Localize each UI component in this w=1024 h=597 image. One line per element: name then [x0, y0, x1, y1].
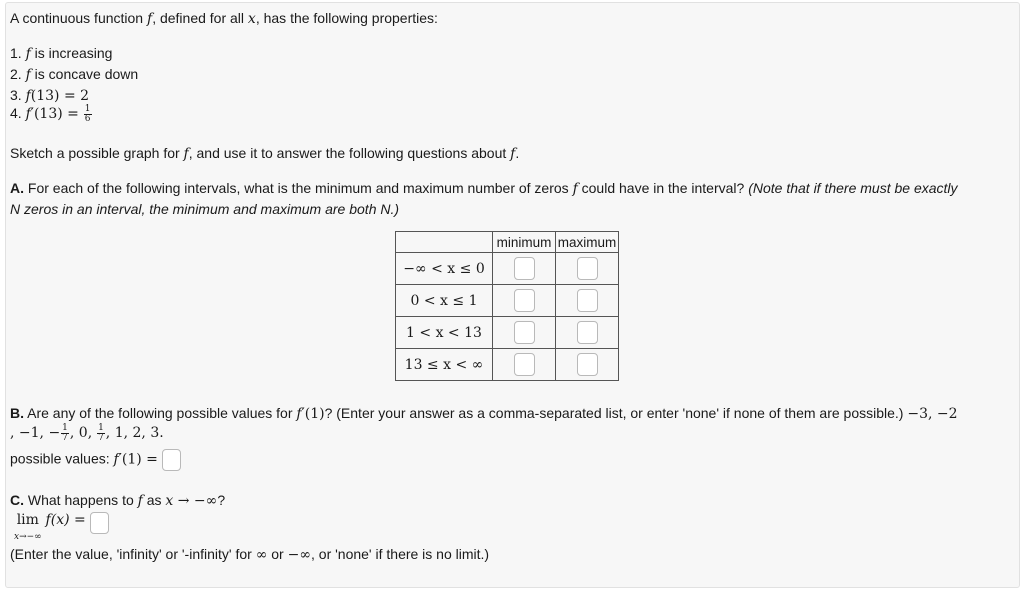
part-c-question: C. What happens to f as x → −∞?	[10, 492, 226, 509]
min-input-row3[interactable]	[514, 321, 535, 344]
table-corner	[396, 232, 493, 253]
property-1: 1. f is increasing	[10, 45, 113, 62]
part-a-question: A. For each of the following intervals, what is the minimum and maximum number of zeros f could have in the interval? (Note that if there must be exactly	[10, 180, 958, 197]
interval-label: −∞ < x ≤ 0	[396, 253, 493, 285]
sketch-instruction: Sketch a possible graph for f, and use it to answer the following questions about f.	[10, 145, 520, 162]
max-input-row2[interactable]	[577, 289, 598, 312]
possible-values-row: possible values: f′(1) =	[10, 449, 181, 471]
property-2: 2. f is concave down	[10, 66, 139, 83]
intro-text: A continuous function f, defined for all x, has the following properties:	[10, 10, 438, 27]
property-4: 4. f′(13) = $\frac{1}{6}$	[10, 104, 91, 124]
min-input-row1[interactable]	[514, 257, 535, 280]
property-3: 3. f(13) = 2	[10, 87, 90, 104]
table-row	[396, 349, 619, 381]
min-input-row4[interactable]	[514, 353, 535, 376]
possible-values-input[interactable]	[162, 449, 181, 471]
col-minimum: minimum	[493, 232, 556, 253]
interval-label: 1 < x < 13	[396, 317, 493, 349]
part-a-note: N zeros in an interval, the minimum and maximum are both N.)	[10, 201, 400, 217]
max-input-row3[interactable]	[577, 321, 598, 344]
fraction-one-seventh-positive: $\frac{1}{7}$	[98, 423, 104, 443]
part-b-values: , −1, − $\frac{1}{7}$ , 0, $\frac{1}{7}$ , 1, 2, 3.	[10, 423, 164, 443]
table-row	[396, 285, 619, 317]
table-row	[396, 317, 619, 349]
part-b-question: B. Are any of the following possible values for f′(1)? (Enter your answer as a comma-separated list, or enter 'none' if none of them are possible.) −3, −2	[10, 405, 958, 422]
interval-label: 13 ≤ x < ∞	[396, 349, 493, 381]
limit-input[interactable]	[90, 512, 109, 534]
min-input-row2[interactable]	[514, 289, 535, 312]
max-input-row1[interactable]	[577, 257, 598, 280]
table-row	[396, 253, 619, 285]
limit-row: lim x→−∞ f(x) =	[14, 512, 109, 544]
zeros-table	[395, 231, 619, 381]
max-input-row4[interactable]	[577, 353, 598, 376]
interval-label: 0 < x ≤ 1	[396, 285, 493, 317]
col-maximum: maximum	[556, 232, 619, 253]
part-c-hint: (Enter the value, 'infinity' or '-infinity' for ∞ or −∞, or 'none' if there is no limit.)	[10, 546, 490, 563]
fraction-one-seventh: $\frac{1}{7}$	[62, 423, 68, 443]
fraction-one-sixth: $\frac{1}{6}$	[84, 104, 91, 124]
